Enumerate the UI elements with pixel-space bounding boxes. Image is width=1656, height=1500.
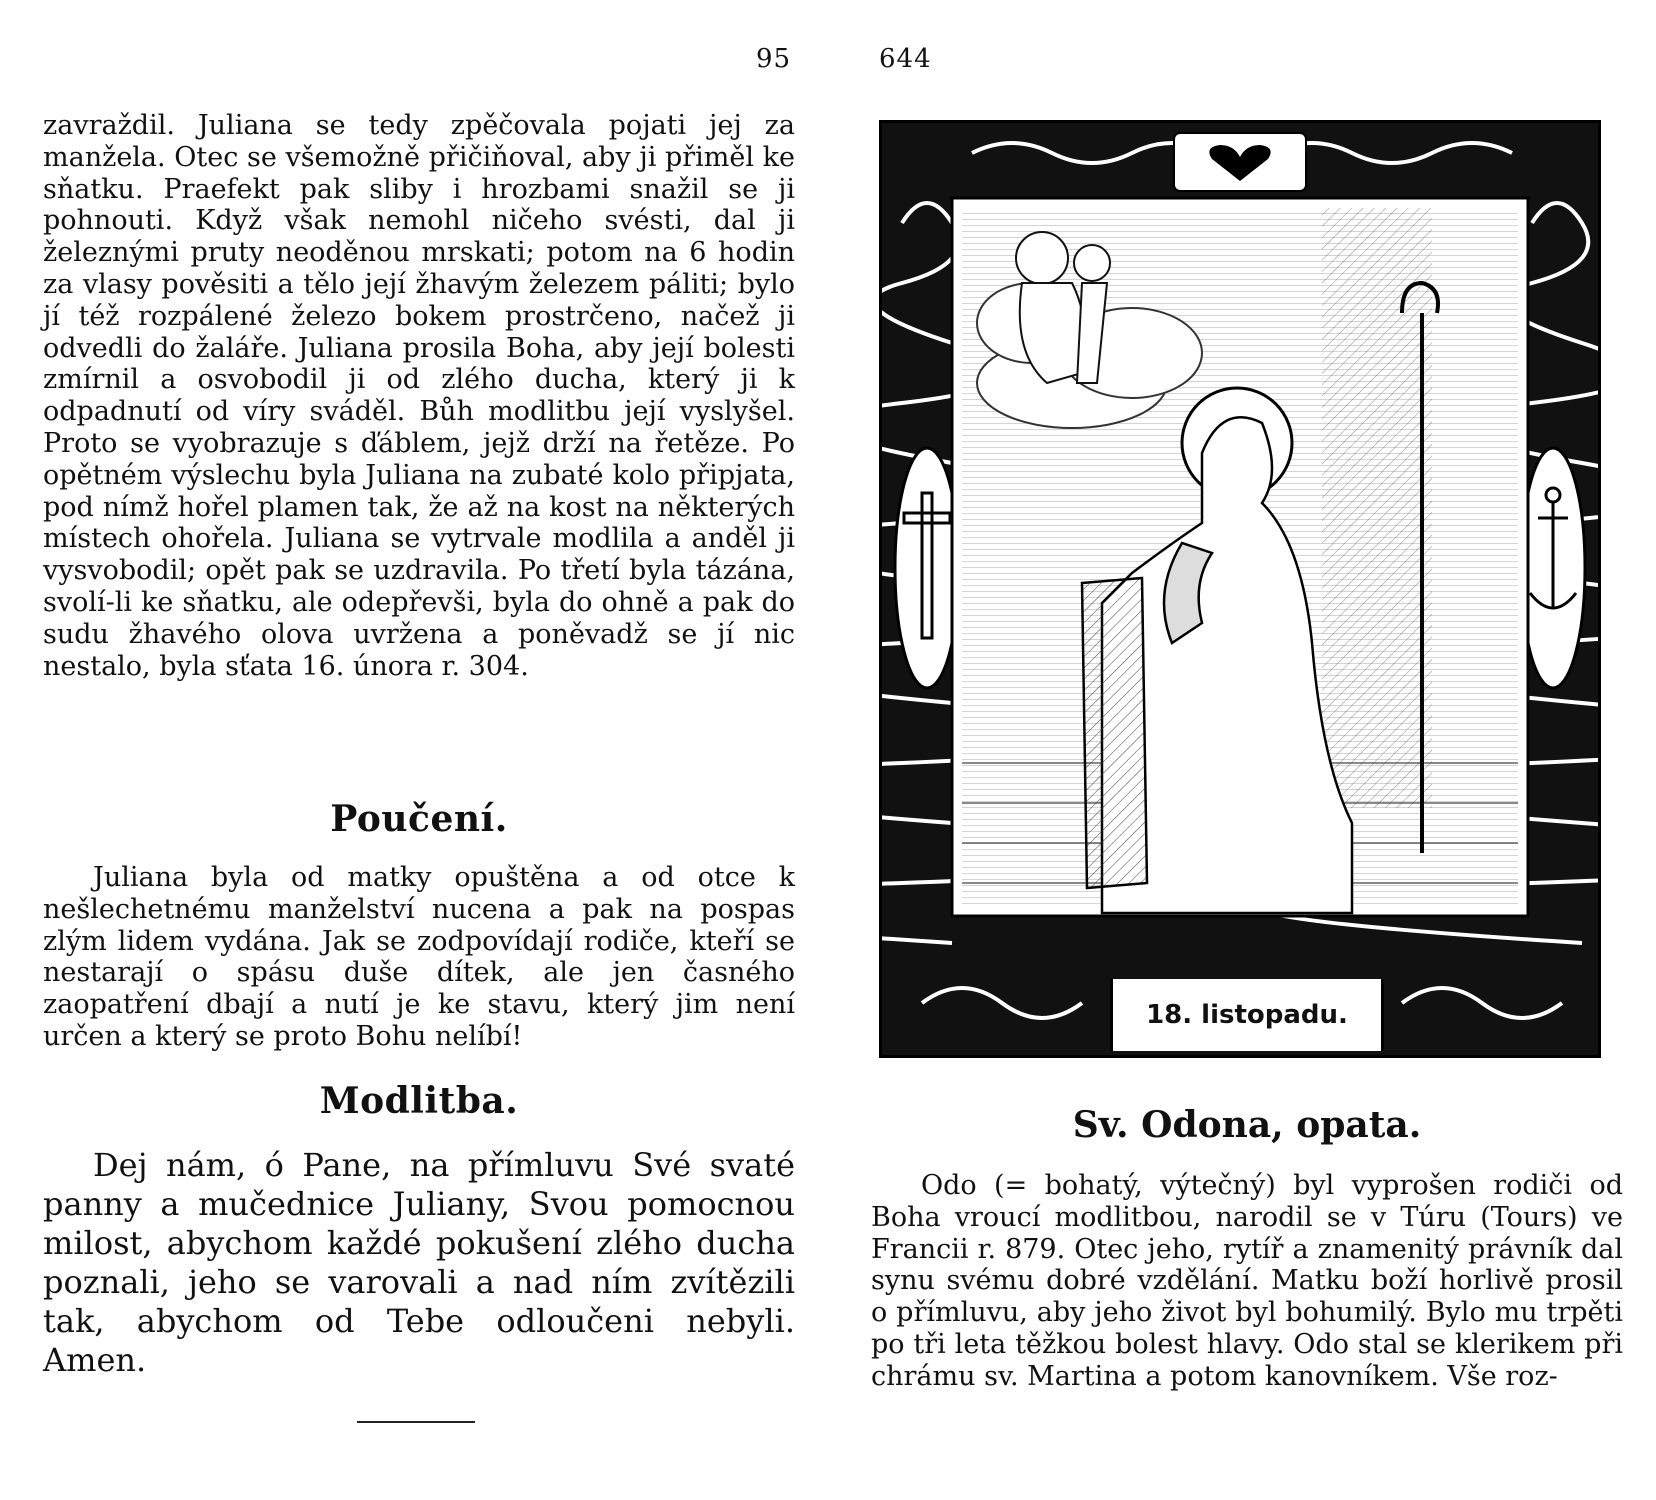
odona-text [871,1170,1623,1393]
modlitba-paragraph: Dej nám, ó Pane, na přímluvu Své svaté panny a mučednice Juliany, Svou pomocnou milost, abychom každé pokušení zlého ducha poznali, jeho se varovali a nad ním zvítězili tak, abychom od Tebe odloučeni nebyli. Amen. [43,1146,795,1379]
section-heading-modlitba: Modlitba. [319,1080,519,1122]
section-divider [357,1421,475,1423]
pouceni-paragraph: Juliana byla od matky opuštěna a od otce k nešlechetnému manželství nucena a pak na pospas zlým lidem vydána. Jak se zodpovídají rodiče, kteří se nestarají o spásu duše dítek, ale jen časného zaopatření dbají a nutí je ke stavu, který jim není určen a který se proto Bohu nelíbí! [43,862,795,1052]
madonna-child [1016,232,1110,383]
page-number: 95 [756,44,792,74]
right-page [828,0,1656,1500]
page-number: 644 [879,44,932,74]
pouceni-text [43,862,795,1053]
modlitba-text [43,1146,795,1380]
engraving-svg [882,123,1598,1055]
chapter-heading: Sv. Odona, opata. [1072,1104,1422,1146]
story-text [43,110,795,682]
odona-paragraph: Odo (= bohatý, výtečný) byl vyprošen rodiči od Boha vroucí modlitbou, narodil se v Túru (Tours) ve Francii r. 879. Otec jeho, rytíř a znamenitý právník dal synu svému dobré vzdělání. Matku boží horlivě prosil o přímluvu, aby jeho život byl bohumilý. Bylo mu trpěti po tři leta těžkou bolest hlavy. Odo stal se klerikem při chrámu sv. Martina a potom kanovníkem. Vše roz- [871,1170,1623,1392]
saint-illustration [879,120,1601,1058]
date-caption: 18. listopadu. [1110,979,1384,1051]
section-heading-pouceni: Poučení. [330,798,508,840]
story-paragraph: zavraždil. Juliana se tedy zpěčovala pojati jej za manžela. Otec se všemožně přičiňoval, aby ji přiměl ke sňatku. Praefekt pak sliby i hrozbami snažil se ji pohnouti. Když však nemohl ničeho svésti, dal ji železnými pruty neoděnou mrskati; potom na 6 hodin za vlasy pověsiti a tělo její žhavým železem páliti; bylo jí též rozpálené železo bokem prostrčeno, načež ji odvedli do žaláře. Juliana prosila Boha, aby její bolesti zmírnil a osvobodil ji od zlého ducha, který ji k odpadnutí od víry sváděl. Bůh modlitbu její vyslyšel. Proto se vyobrazuje s ďáblem, jejž drží na řetěze. Po opětném výslechu byla Juliana na zubaté kolo připjata, pod nímž hořel plamen tak, že až na kost na některých místech ohořela. Juliana se vytrvale modlila a anděl ji vysvobodil; opět pak se uzdravila. Po třetí byla tázána, svolí-li ke sňatku, ale odepřevši, byla do ohně a pak do sudu žhavého olova uvržena a poněvadž se jí nic nestalo, byla sťata 16. února r. 304. [43,110,795,682]
sacred-heart-icon [1174,133,1306,191]
